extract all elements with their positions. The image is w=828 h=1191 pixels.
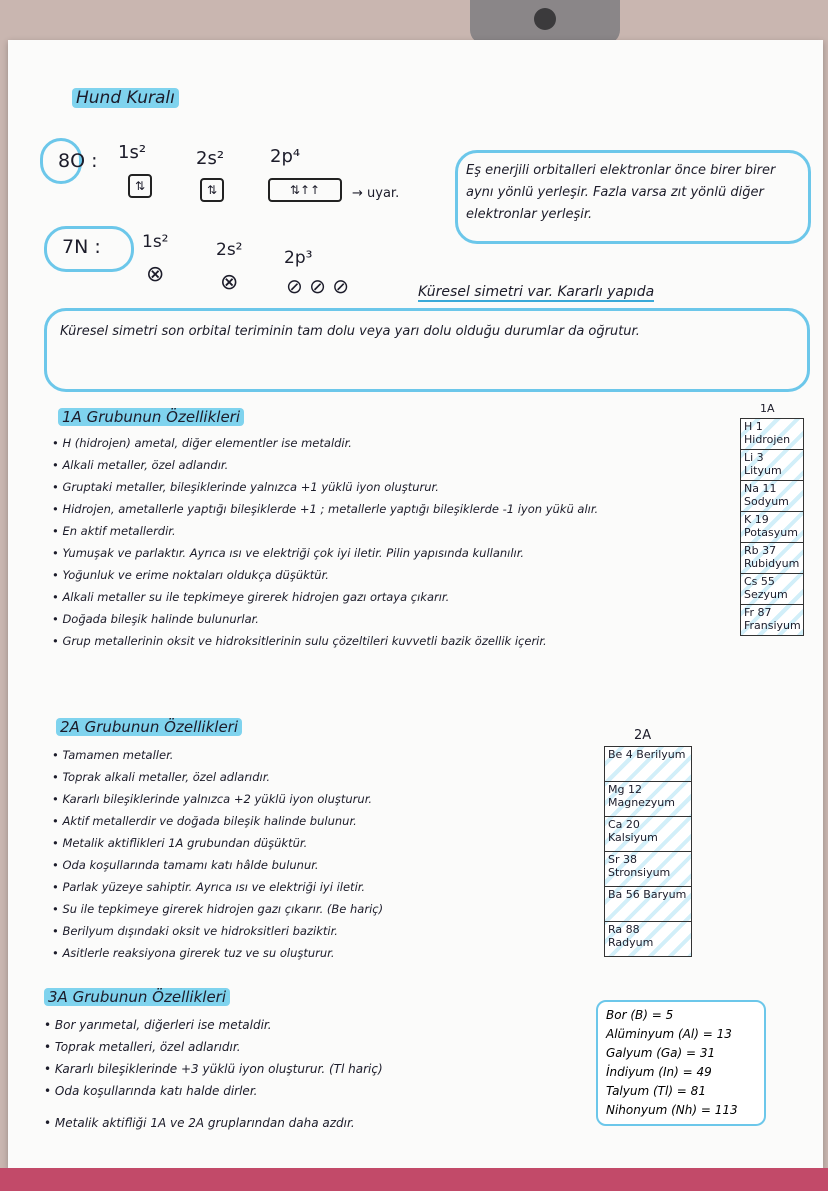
group2a-heading: 2A Grubunun Özellikleri (56, 718, 242, 736)
list-item: • Alkali metaller, özel adlandır. (52, 458, 229, 472)
nitrogen-symbol-2: ⊗ (220, 270, 239, 295)
list-item: • Metalik aktifliği 1A ve 2A gruplarından daha azdır. (44, 1116, 355, 1130)
list-item: • Grup metallerinin oksit ve hidroksitlerinin sulu çözeltileri kuvvetli bazik özellik içerir. (52, 634, 547, 648)
list-item: • Doğada bileşik halinde bulunurlar. (52, 612, 259, 626)
page-title: Hund Kuralı (72, 88, 179, 108)
nitrogen-orbital-2: 2s² (216, 240, 243, 260)
list-item: • Gruptaki metaller, bileşiklerinde yalnızca +1 yüklü iyon oluşturur. (52, 480, 439, 494)
list-item: • Bor yarımetal, diğerleri ise metaldir. (44, 1018, 272, 1032)
box-line: Galyum (Ga) = 31 (606, 1046, 716, 1060)
box-line: Talyum (Tl) = 81 (606, 1084, 706, 1098)
element-cell: Be 4 Berilyum (605, 747, 691, 782)
list-item: • Berilyum dışındaki oksit ve hidroksitleri baziktir. (52, 924, 338, 938)
element-cell: Cs 55 Sezyum (741, 574, 803, 605)
clip-hole (534, 8, 556, 30)
element-cell: Ca 20 Kalsiyum (605, 817, 691, 852)
group2a-table-title: 2A (634, 728, 652, 743)
oxygen-orbital-3: 2p⁴ (270, 146, 301, 167)
table-surface (0, 1168, 828, 1191)
group3a-box (596, 1000, 766, 1126)
rule-note: Eş enerjili orbitalleri elektronlar önce birer birer aynı yönlü yerleşir. Fazla varsa zıt yönlü diğer elektronlar yerleşir. (466, 163, 776, 222)
list-item: • Parlak yüzeye sahiptir. Ayrıca ısı ve elektriği iyi iletir. (52, 880, 366, 894)
list-item: • Tamamen metaller. (52, 748, 174, 762)
box-line: Alüminyum (Al) = 13 (606, 1027, 732, 1041)
list-item: • Kararlı bileşiklerinde +3 yüklü iyon oluşturur. (Tl hariç) (44, 1062, 383, 1076)
list-item: • H (hidrojen) ametal, diğer elementler ise metaldir. (52, 436, 352, 450)
list-item: • Alkali metaller su ile tepkimeye girerek hidrojen gazı ortaya çıkarır. (52, 590, 450, 604)
element-cell: Fr 87 Fransiyum (741, 605, 803, 635)
oxygen-arrow-note: → uyar. (352, 186, 400, 201)
element-cell: Sr 38 Stronsiyum (605, 852, 691, 887)
element-cell: Li 3 Lityum (741, 450, 803, 481)
oxygen-box-1 (128, 174, 154, 198)
oxygen-box-3 (268, 178, 344, 202)
orbital-box: ⇅↑↑ (268, 178, 342, 202)
element-cell: Rb 37 Rubidyum (741, 543, 803, 574)
orbital-box: ⇅ (200, 178, 224, 202)
box-line: İndiyum (In) = 49 (606, 1065, 712, 1079)
nitrogen-label: 7N : (62, 236, 101, 258)
box-line: Bor (B) = 5 (606, 1008, 674, 1022)
nitrogen-orbital-1: 1s² (142, 232, 169, 252)
oxygen-label: 8O : (58, 150, 98, 172)
list-item: • Su ile tepkimeye girerek hidrojen gazı çıkarır. (Be hariç) (52, 902, 384, 916)
group1a-list (52, 432, 598, 652)
element-cell: Ba 56 Baryum (605, 887, 691, 922)
list-item: • Oda koşullarında tamamı katı hâlde bulunur. (52, 858, 319, 872)
element-cell: Mg 12 Magnezyum (605, 782, 691, 817)
list-item: • En aktif metallerdir. (52, 524, 176, 538)
oxygen-box-2 (200, 178, 226, 202)
nitrogen-symbol-3: ⊘ ⊘ ⊘ (286, 274, 349, 298)
oxygen-orbital-2: 2s² (196, 148, 225, 169)
element-cell: Ra 88 Radyum (605, 922, 691, 956)
clipboard-clip (470, 0, 620, 44)
list-item: • Yoğunluk ve erime noktaları oldukça düşüktür. (52, 568, 329, 582)
group1a-table-title: 1A (760, 402, 775, 415)
list-item: • Aktif metallerdir ve doğada bileşik halinde bulunur. (52, 814, 357, 828)
group1a-table (740, 418, 804, 636)
oxygen-orbital-1: 1s² (118, 142, 147, 163)
list-item: • Asitlerle reaksiyona girerek tuz ve su oluşturur. (52, 946, 335, 960)
group3a-heading: 3A Grubunun Özellikleri (44, 988, 230, 1006)
element-cell: Na 11 Sodyum (741, 481, 803, 512)
list-item: • Toprak metalleri, özel adlarıdır. (44, 1040, 241, 1054)
arrow-note-text: uyar. (367, 186, 400, 201)
orbital-box: ⇅ (128, 174, 152, 198)
nitrogen-orbital-3: 2p³ (284, 248, 313, 268)
list-item: • Oda koşullarında katı halde dirler. (44, 1084, 258, 1098)
list-item: • Toprak alkali metaller, özel adlarıdır. (52, 770, 271, 784)
list-item: • Metalik aktiflikleri 1A grubundan düşüktür. (52, 836, 308, 850)
element-cell: H 1 Hidrojen (741, 419, 803, 450)
group2a-list (52, 744, 383, 964)
nitrogen-symbol-1: ⊗ (146, 262, 165, 287)
box-line: Nihonyum (Nh) = 113 (606, 1103, 738, 1117)
group3a-list (44, 1014, 383, 1134)
list-item: • Hidrojen, ametallerle yaptığı bileşiklerde +1 ; metallerle yaptığı bileşiklerde -1 iyon yükü alır. (52, 502, 599, 516)
symmetry-rule: Küresel simetri son orbital teriminin tam dolu veya yarı dolu olduğu durumlar da oğrutur. (60, 324, 640, 339)
element-cell: K 19 Potasyum (741, 512, 803, 543)
symmetry-note: Küresel simetri var. Kararlı yapıda (418, 284, 655, 300)
list-item: • Yumuşak ve parlaktır. Ayrıca ısı ve elektriği çok iyi iletir. Pilin yapısında kullanılır. (52, 546, 525, 560)
group1a-heading: 1A Grubunun Özellikleri (58, 408, 244, 426)
list-item: • Kararlı bileşiklerinde yalnızca +2 yüklü iyon oluşturur. (52, 792, 373, 806)
group2a-table (604, 746, 692, 957)
